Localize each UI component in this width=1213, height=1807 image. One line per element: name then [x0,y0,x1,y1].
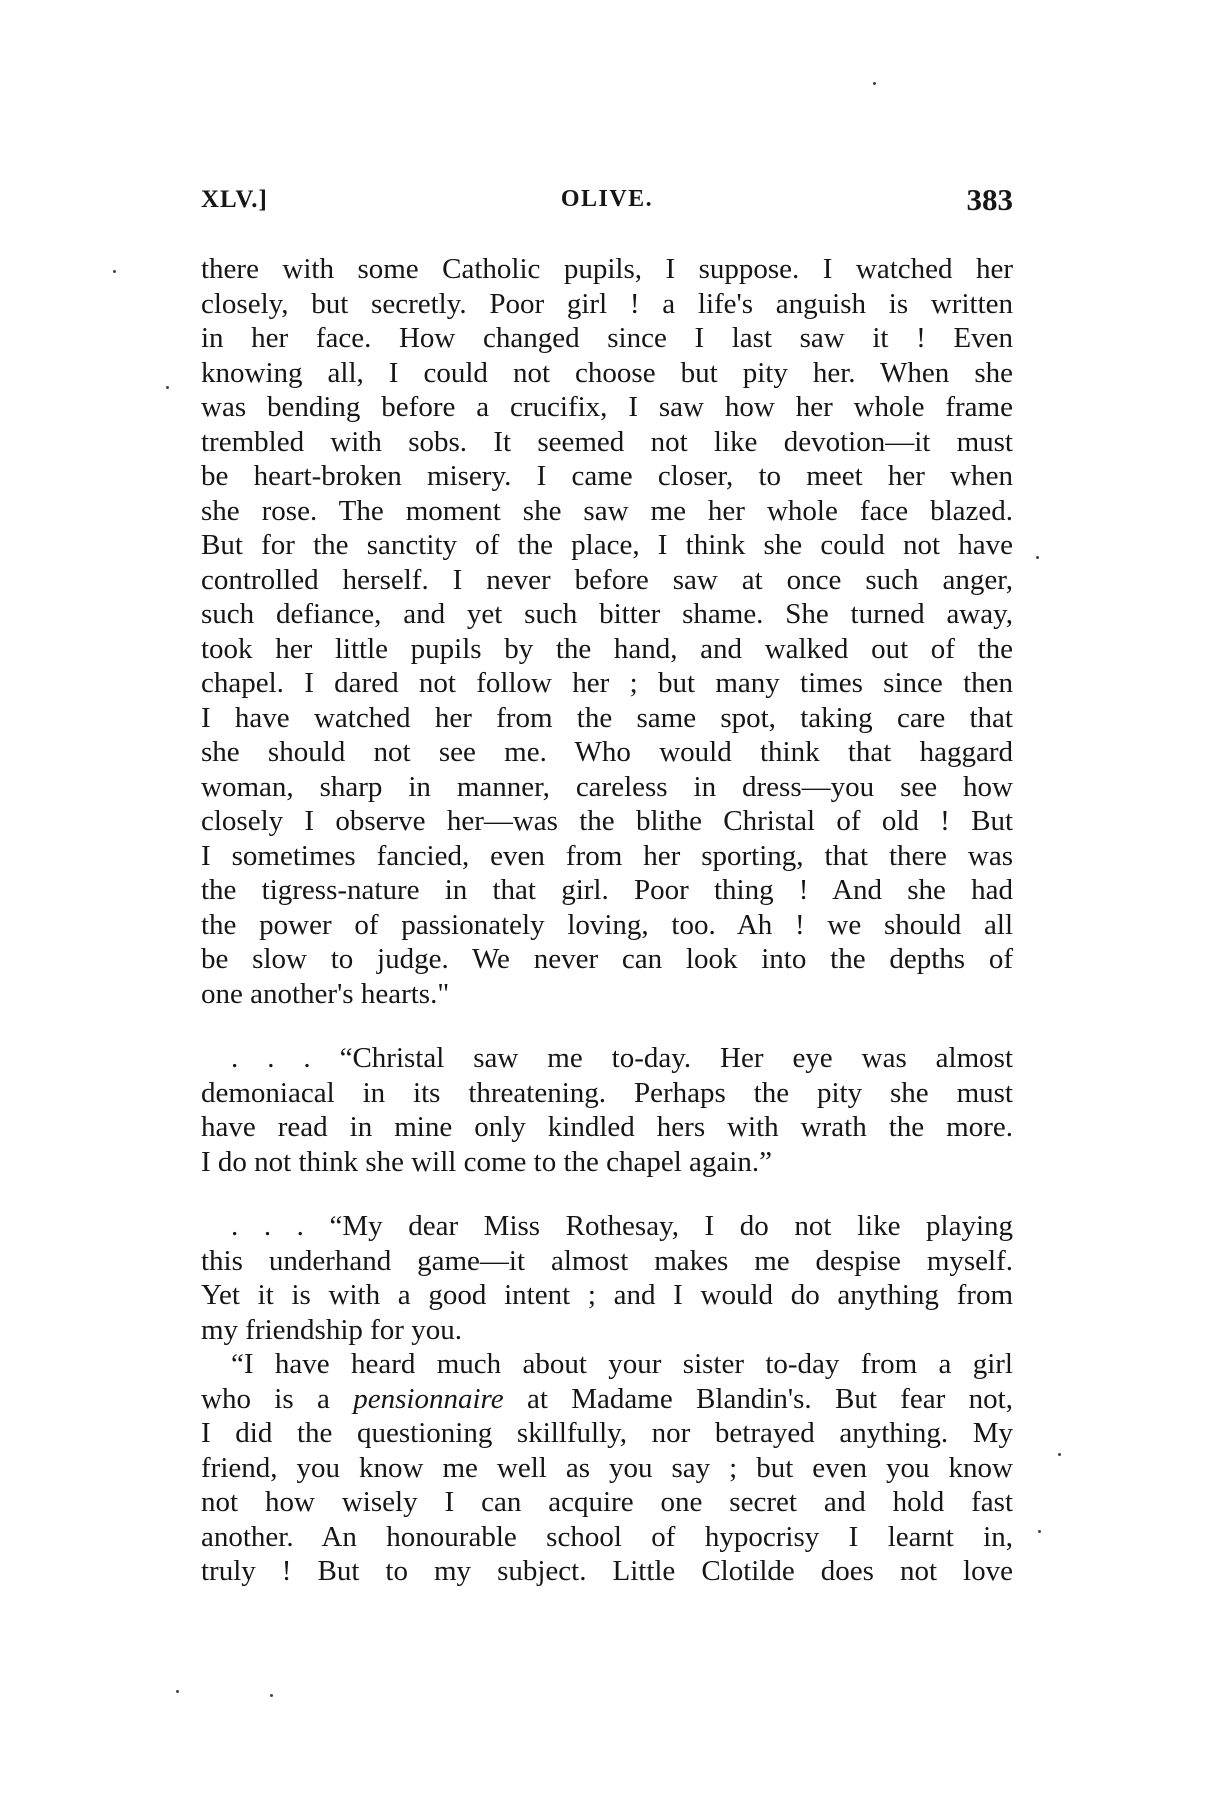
paragraph [201,1347,1013,1589]
text-line: I do not think she will come to the chapel again.” [201,1145,772,1178]
chapter-number: XLV.] [201,186,268,213]
text-line: one another's hearts." [201,977,450,1010]
text-line: have read in mine only kindled hers with wrath the more. [201,1111,1013,1143]
text-line: trembled with sobs. It seemed not like devotion—it must [201,425,1013,458]
text-line: “I have heard much about your sister to-day from a girl [231,1348,1013,1380]
running-title: OLIVE. [560,186,654,212]
text-line: controlled herself. I never before saw at once such anger, [201,563,1013,596]
scan-speck [1038,1530,1041,1533]
text-line: knowing all, I could not choose but pity her. When she [201,356,1013,389]
text-line: not how wisely I can acquire one secret and hold fast [201,1486,1013,1518]
paragraph-gap [201,1179,1013,1209]
text-line: demoniacal in its threatening. Perhaps the pity she must [201,1076,1013,1109]
paragraph [201,1209,1013,1347]
text-line: But for the sanctity of the place, I think she could not have [201,529,1013,561]
text-line: truly ! But to my subject. Little Clotilde does not love [201,1555,1013,1587]
text-line: chapel. I dared not follow her ; but many times since then [201,667,1013,699]
text-line: I sometimes fancied, even from her sporting, that there was [201,839,1013,872]
text-line: be slow to judge. We never can look into the depths of [201,943,1013,975]
scan-speck [166,386,169,389]
text-line: was bending before a crucifix, I saw how her whole frame [201,391,1013,423]
text-line: my friendship for you. [201,1313,462,1346]
scan-speck [1058,1453,1061,1456]
text-line: closely I observe her—was the blithe Christal of old ! But [201,805,1013,837]
text-line: such defiance, and yet such bitter shame. She turned away, [201,598,1013,630]
body-text [201,252,1013,1589]
text-line: another. An honourable school of hypocrisy I learnt in, [201,1520,1013,1553]
text-line: . . . “My dear Miss Rothesay, I do not like playing [231,1210,1013,1242]
text-line: be heart-broken misery. I came closer, to meet her when [201,460,1013,492]
scan-speck [1036,556,1039,559]
page-number: 383 [966,182,1013,217]
text-line: who is a pensionnaire at Madame Blandin's. But fear not, [201,1382,1013,1415]
scan-speck [113,270,116,273]
text-line: friend, you know me well as you say ; but even you know [201,1451,1013,1484]
italic-word: pensionnaire [353,1382,504,1415]
text-line: there with some Catholic pupils, I suppose. I watched her [201,253,1013,285]
text-line: . . . “Christal saw me to-day. Her eye was almost [231,1042,1013,1074]
paragraph [201,252,1013,1011]
text-line: she should not see me. Who would think that haggard [201,736,1013,768]
text-line: I did the questioning skillfully, nor betrayed anything. My [201,1417,1013,1449]
text-line: the tigress-nature in that girl. Poor thing ! And she had [201,874,1013,906]
text-line: took her little pupils by the hand, and walked out of the [201,632,1013,665]
text-line: closely, but secretly. Poor girl ! a life's anguish is written [201,287,1013,320]
text-line: in her face. How changed since I last saw it ! Even [201,322,1013,354]
text-line: Yet it is with a good intent ; and I would do anything from [201,1279,1013,1311]
text-line: this underhand game—it almost makes me despise myself. [201,1244,1013,1277]
text-line: she rose. The moment she saw me her whole face blazed. [201,494,1013,527]
text-line: the power of passionately loving, too. Ah ! we should all [201,908,1013,941]
scan-speck [873,82,876,85]
text-line: I have watched her from the same spot, taking care that [201,701,1013,734]
scan-speck [176,1690,179,1693]
running-header [201,182,1013,226]
paragraph-gap [201,1011,1013,1041]
scan-speck [270,1694,273,1697]
text-line: woman, sharp in manner, careless in dress—you see how [201,770,1013,803]
paragraph [201,1041,1013,1179]
